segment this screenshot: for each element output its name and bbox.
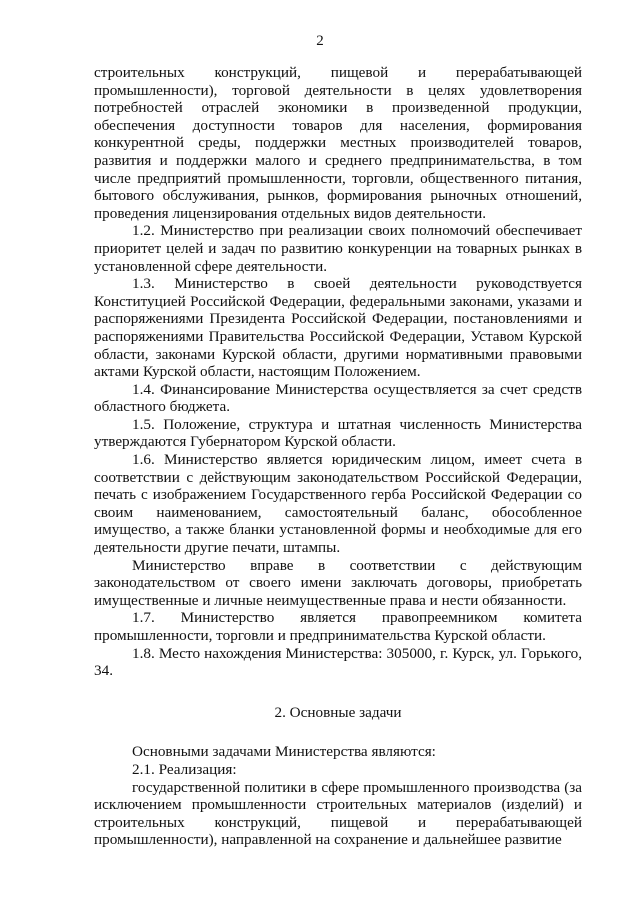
paragraph: 1.8. Место нахождения Министерства: 305000, г. Курск, ул. Горького, 34. [94,644,582,680]
paragraph: 1.5. Положение, структура и штатная численность Министерства утверждаются Губернатором Курской области. [94,415,582,451]
paragraph: 1.3. Министерство в своей деятельности руководствуется Конституцией Российской Федерации, федеральными законами, указами и распоряжениями Президента Российской Федерации, постановлениями и распоряжениями Правительства Российской Федерации, Уставом Курской области, законами Курской области, другими нормативными правовыми актами Курской области, настоящим Положением. [94,275,582,381]
document-body [94,64,582,849]
paragraph: 1.6. Министерство является юридическим лицом, имеет счета в соответствии с действующим законодательством Российской Федерации, печать с изображением Государственного герба Российской Федерации со своим наименованием, самостоятельный баланс, обособленное имущество, а также бланки установленной формы и необходимые для его деятельности другие печати, штампы. [94,451,582,557]
section-heading: 2. Основные задачи [274,703,402,721]
paragraph: Основными задачами Министерства являются: [132,743,436,761]
paragraph: 1.7. Министерство является правопреемником комитета промышленности, торговли и предпринимательства Курской области. [94,609,582,644]
page-number: 2 [316,33,324,49]
paragraph: 1.4. Финансирование Министерства осуществляется за счет средств областного бюджета. [94,380,582,416]
paragraph: строительных конструкций, пищевой и перерабатывающей промышленности), торговой деятельности в целях удовлетворения потребностей отраслей экономики в произведенной продукции, обеспечения доступности товаров для населения, формирования конкурентной среды, поддержки местных производителей товаров, развития и поддержки малого и среднего предпринимательства, в том числе предприятий промышленности, торговли, общественного питания, бытового обслуживания, рынков, формирования рыночных отношений, проведения лицензирования отдельных видов деятельности. [94,64,582,222]
paragraph: 1.2. Министерство при реализации своих полномочий обеспечивает приоритет целей и задач по развитию конкуренции на товарных рынках в установленной сфере деятельности. [94,222,582,275]
main-tasks-section [94,743,582,849]
paragraph: 2.1. Реализация: [132,760,237,778]
paragraph: Министерство вправе в соответствии с действующим законодательством от своего имени заключать договоры, приобретать имущественные и личные неимущественные права и нести обязанности. [94,556,582,609]
paragraph: государственной политики в сфере промышленного производства (за исключением промышленности строительных материалов (изделий) и строительных конструкций, пищевой и перерабатывающей промышленности), направленной на сохранение и дальнейшее развитие [94,778,582,849]
general-provisions-section [94,64,582,680]
